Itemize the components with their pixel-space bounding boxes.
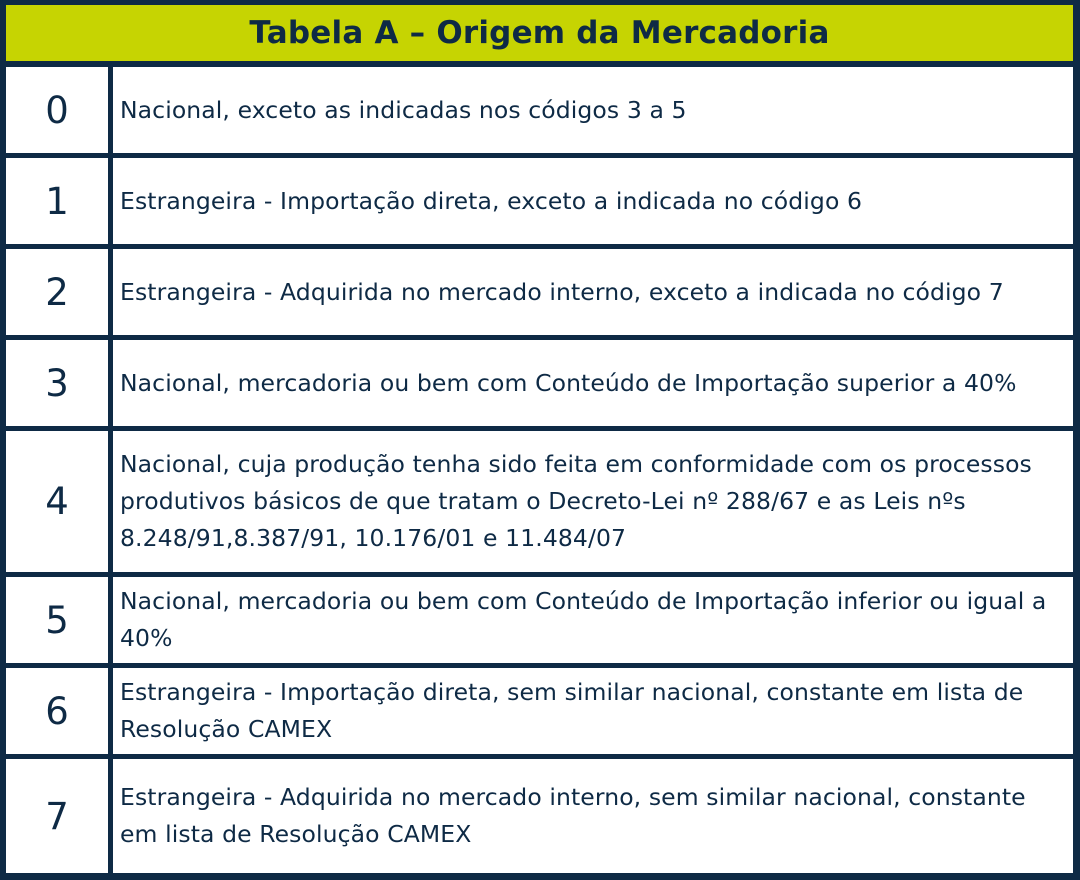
code-cell: 2 [6,249,108,335]
table-row [6,249,1073,335]
description-text: Nacional, mercadoria ou bem com Conteúdo de Importação superior a 40% [120,368,1017,397]
description-text: Estrangeira - Adquirida no mercado interno, exceto a indicada no código 7 [120,277,1004,306]
description-cell [113,431,1073,572]
table-row [6,340,1073,426]
description-text: Nacional, exceto as indicadas nos códigos 3 a 5 [120,95,687,124]
code-cell: 0 [6,67,108,153]
description-cell [113,158,1073,244]
description-cell [113,759,1073,873]
description-text: Estrangeira - Adquirida no mercado interno, sem similar nacional, constante em lista de Resolução CAMEX [120,783,1026,848]
code-cell: 3 [6,340,108,426]
table-row [6,67,1073,153]
description-text: Estrangeira - Importação direta, sem similar nacional, constante em lista de Resolução CAMEX [120,678,1024,743]
code-cell: 5 [6,577,108,663]
description-cell [113,340,1073,426]
code-cell: 7 [6,759,108,873]
code-cell: 6 [6,668,108,754]
code-cell: 1 [6,158,108,244]
table-row [6,158,1073,244]
description-cell [113,67,1073,153]
description-text: Estrangeira - Importação direta, exceto a indicada no código 6 [120,186,863,215]
code-cell: 4 [6,431,108,572]
table-row [6,431,1073,572]
description-cell [113,668,1073,754]
description-text: Nacional, mercadoria ou bem com Conteúdo de Importação inferior ou igual a 40% [120,587,1047,652]
table-row [6,668,1073,754]
table-title: Tabela A – Origem da Mercadoria [6,5,1073,61]
description-cell [113,577,1073,663]
description-text: Nacional, cuja produção tenha sido feita em conformidade com os processos produtivos básicos de que tratam o Decreto-Lei nº 288/67 e as Leis nºs 8.248/91,8.387/91, 10.176/01 e 11.484/07 [120,450,1032,552]
table-row [6,759,1073,873]
description-cell [113,249,1073,335]
table-row [6,577,1073,663]
